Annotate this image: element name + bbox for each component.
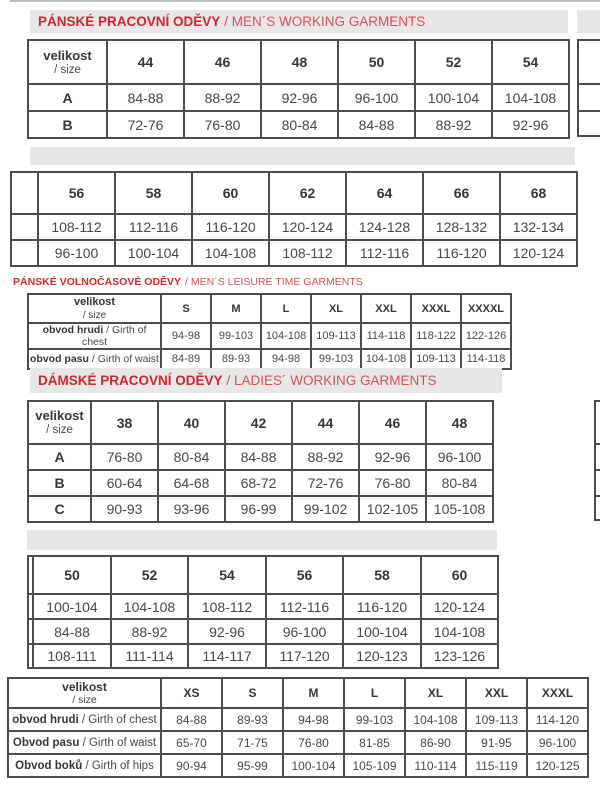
value-cell: 100-104: [415, 84, 492, 111]
value-cell: 96-100: [266, 619, 343, 644]
value-cell: 90-93: [91, 496, 158, 522]
size-header-cell: XXL: [466, 678, 527, 708]
value-cell: 88-92: [184, 84, 261, 111]
value-cell: 92-96: [188, 619, 266, 644]
value-cell: 118-122: [411, 323, 461, 349]
value-cell: 60-64: [91, 470, 158, 496]
value-cell: 88-92: [292, 444, 359, 470]
value-cell: 109-113: [411, 349, 461, 369]
size-header-cell: 46: [184, 40, 261, 84]
size-header-cell: 48: [261, 40, 338, 84]
row-label-cell: obvod hrudi / Girth of chest: [8, 708, 161, 731]
section-divider-bar: [30, 147, 575, 165]
value-cell: 116-120: [192, 214, 269, 240]
size-header-cell: XL: [405, 678, 466, 708]
value-cell: 108-111: [33, 644, 111, 668]
value-cell: 100-104: [283, 754, 344, 777]
value-cell: 109-113: [466, 708, 527, 731]
table-row: [28, 323, 511, 349]
value-cell: 123-126: [421, 644, 498, 668]
value-cell: 104-108: [261, 323, 311, 349]
value-cell: 120-124: [421, 594, 498, 619]
value-cell: 100-104: [33, 594, 111, 619]
size-header-cell: 52: [415, 40, 492, 84]
size-corner-cell: [28, 294, 161, 323]
value-cell: 96-100: [426, 444, 493, 470]
value-cell: 94-98: [283, 708, 344, 731]
size-header-cell: 58: [343, 556, 421, 594]
size-corner-cell: [28, 401, 91, 444]
value-cell: 88-92: [415, 111, 492, 138]
value-cell: 99-102: [292, 496, 359, 522]
value-cell: 80-84: [261, 111, 338, 138]
corner-line-2: / size: [72, 693, 97, 706]
table-row: [8, 754, 588, 777]
value-cell: 114-118: [361, 323, 411, 349]
value-cell: 65-70: [161, 731, 222, 754]
size-header-cell: M: [211, 294, 261, 323]
title-bar-cut-fragment: [577, 10, 600, 33]
table-row: [28, 84, 569, 111]
value-cell: 114-118: [461, 349, 511, 369]
value-cell: 104-108: [111, 594, 188, 619]
row-label-cell: obvod hrudi / Girth of chest: [28, 323, 161, 349]
value-cell: 84-88: [161, 708, 222, 731]
mens-working-table-sizes-44-54: [27, 39, 570, 139]
value-cell: 132-134: [500, 214, 577, 240]
size-header-cell: 44: [107, 40, 184, 84]
size-header-cell: 64: [346, 172, 423, 214]
size-header-cell: 56: [38, 172, 115, 214]
section-title-czech: PÁNSKÉ VOLNOČASOVÉ ODĚVY: [13, 276, 182, 288]
value-cell: 91-95: [466, 731, 527, 754]
value-cell: 111-114: [111, 644, 188, 668]
value-cell: 102-105: [359, 496, 426, 522]
value-cell: 90-94: [161, 754, 222, 777]
corner-line-2: / size: [54, 63, 81, 76]
size-header-cell: 68: [500, 172, 577, 214]
value-cell: 122-126: [461, 323, 511, 349]
data-table: [7, 677, 589, 778]
section-title-text: [30, 373, 437, 388]
table-row: [28, 496, 493, 522]
row-label-cell: B: [28, 111, 107, 138]
corner-line-1: velikost: [74, 296, 115, 309]
value-cell: 92-96: [492, 111, 569, 138]
row-label-cell: Obvod pasu / Girth of waist: [8, 731, 161, 754]
value-cell: 112-116: [115, 214, 192, 240]
size-header-cell: 38: [91, 401, 158, 444]
size-header-cell: 66: [423, 172, 500, 214]
value-cell: 84-88: [338, 111, 415, 138]
value-cell: 84-88: [225, 444, 292, 470]
value-cell: 115-119: [466, 754, 527, 777]
value-cell: 99-103: [311, 349, 361, 369]
size-header-cell: M: [283, 678, 344, 708]
table-cut-edge-right: [577, 39, 600, 137]
table-cut-edge-right: [594, 400, 600, 521]
value-cell: 99-103: [344, 708, 405, 731]
table-row: [8, 731, 588, 754]
value-cell: 104-108: [361, 349, 411, 369]
table-row: [28, 470, 493, 496]
value-cell: 105-108: [426, 496, 493, 522]
value-cell: 92-96: [261, 84, 338, 111]
value-cell: 84-88: [33, 619, 111, 644]
data-table: [27, 555, 499, 669]
size-header-cell: 50: [338, 40, 415, 84]
value-cell: 81-85: [344, 731, 405, 754]
value-cell: 95-99: [222, 754, 283, 777]
value-cell: 104-108: [421, 619, 498, 644]
section-title-text: [30, 14, 425, 29]
section-title-mens-working: [30, 10, 568, 33]
table-row: [28, 644, 498, 668]
value-cell: 120-123: [343, 644, 421, 668]
row-label-cell: A: [28, 444, 91, 470]
size-header-cell: 58: [115, 172, 192, 214]
value-cell: 96-99: [225, 496, 292, 522]
size-header-cell: L: [261, 294, 311, 323]
row-label-cell: B: [28, 470, 91, 496]
value-cell: 76-80: [91, 444, 158, 470]
size-header-cell: 48: [426, 401, 493, 444]
size-header-cell: XXXL: [411, 294, 461, 323]
value-cell: 96-100: [527, 731, 588, 754]
value-cell: 110-114: [405, 754, 466, 777]
value-cell: 108-112: [269, 240, 346, 266]
value-cell: 72-76: [292, 470, 359, 496]
size-header-cell: 42: [225, 401, 292, 444]
size-header-cell: 50: [33, 556, 111, 594]
value-cell: 94-98: [261, 349, 311, 369]
size-header-cell: L: [344, 678, 405, 708]
section-title-english: / MEN´S WORKING GARMENTS: [224, 14, 426, 29]
section-title-english: / LADIES´ WORKING GARMENTS: [226, 373, 437, 388]
table-row: [28, 349, 511, 369]
row-label-cell: C: [28, 496, 91, 522]
value-cell: 116-120: [343, 594, 421, 619]
value-cell: 80-84: [158, 444, 225, 470]
size-header-cell: 54: [492, 40, 569, 84]
top-rule-line: [10, 0, 600, 2]
value-cell: 120-125: [527, 754, 588, 777]
value-cell: 88-92: [111, 619, 188, 644]
section-divider-bar: [27, 530, 497, 550]
value-cell: 76-80: [283, 731, 344, 754]
value-cell: 68-72: [225, 470, 292, 496]
size-corner-cell: [8, 678, 161, 708]
size-header-cell: 46: [359, 401, 426, 444]
value-cell: 116-120: [423, 240, 500, 266]
table-row: [8, 708, 588, 731]
value-cell: 108-112: [188, 594, 266, 619]
size-header-cell: 54: [188, 556, 266, 594]
section-title-ladies-working: [30, 368, 502, 393]
value-cell: 64-68: [158, 470, 225, 496]
cut-cell: [11, 240, 38, 266]
section-title-mens-leisure: [13, 276, 363, 289]
size-corner-cell: [28, 40, 107, 84]
value-cell: 76-80: [359, 470, 426, 496]
value-cell: 71-75: [222, 731, 283, 754]
value-cell: 120-124: [500, 240, 577, 266]
size-header-cell: 60: [192, 172, 269, 214]
size-header-cell: 44: [292, 401, 359, 444]
value-cell: 99-103: [211, 323, 261, 349]
table-row: [28, 444, 493, 470]
value-cell: 89-93: [222, 708, 283, 731]
value-cell: 114-117: [188, 644, 266, 668]
value-cell: 117-120: [266, 644, 343, 668]
value-cell: 93-96: [158, 496, 225, 522]
data-table: [27, 400, 494, 523]
corner-line-2: / size: [82, 309, 107, 321]
size-header-cell: XS: [161, 678, 222, 708]
cut-cell: [11, 172, 38, 214]
row-label-cell: obvod pasu / Girth of waist: [28, 349, 161, 369]
value-cell: 92-96: [359, 444, 426, 470]
value-cell: 72-76: [107, 111, 184, 138]
mens-working-table-sizes-56-68: [10, 171, 578, 267]
ladies-letter-sizes-table: [7, 677, 589, 778]
value-cell: 100-104: [343, 619, 421, 644]
value-cell: 100-104: [115, 240, 192, 266]
value-cell: 114-120: [527, 708, 588, 731]
value-cell: 105-109: [344, 754, 405, 777]
table-row: [11, 240, 577, 266]
value-cell: 124-128: [346, 214, 423, 240]
mens-leisure-table: [27, 293, 512, 370]
table-row: [28, 619, 498, 644]
size-header-cell: XXL: [361, 294, 411, 323]
value-cell: 104-108: [405, 708, 466, 731]
value-cell: 84-88: [107, 84, 184, 111]
data-table: [27, 293, 512, 370]
value-cell: 96-100: [38, 240, 115, 266]
size-header-cell: S: [222, 678, 283, 708]
value-cell: 94-98: [161, 323, 211, 349]
data-table: [27, 39, 570, 139]
size-header-cell: 40: [158, 401, 225, 444]
value-cell: 86-90: [405, 731, 466, 754]
table-row: [28, 594, 498, 619]
corner-line-1: velikost: [35, 408, 84, 424]
size-header-cell: XXXL: [527, 678, 588, 708]
value-cell: 104-108: [192, 240, 269, 266]
size-header-cell: 62: [269, 172, 346, 214]
value-cell: 112-116: [266, 594, 343, 619]
size-header-cell: XXXXL: [461, 294, 511, 323]
cut-cell: [11, 214, 38, 240]
size-header-cell: XL: [311, 294, 361, 323]
value-cell: 80-84: [426, 470, 493, 496]
corner-line-1: velikost: [43, 47, 92, 63]
data-table: [10, 171, 578, 267]
size-header-cell: 60: [421, 556, 498, 594]
size-header-cell: 56: [266, 556, 343, 594]
ladies-working-table-sizes-50-60: [27, 555, 499, 669]
value-cell: 89-93: [211, 349, 261, 369]
corner-line-2: / size: [46, 424, 73, 437]
value-cell: 109-113: [311, 323, 361, 349]
value-cell: 112-116: [346, 240, 423, 266]
corner-line-1: velikost: [62, 679, 107, 694]
ladies-working-table-sizes-38-48: [27, 400, 494, 523]
table-row: [28, 111, 569, 138]
value-cell: 108-112: [38, 214, 115, 240]
size-header-cell: S: [161, 294, 211, 323]
value-cell: 96-100: [338, 84, 415, 111]
section-title-czech: DÁMSKÉ PRACOVNÍ ODĚVY: [38, 373, 223, 388]
row-label-cell: Obvod boků / Girth of hips: [8, 754, 161, 777]
section-title-english: / MEN´S LEISURE TIME GARMENTS: [185, 276, 363, 288]
table-row: [11, 214, 577, 240]
value-cell: 128-132: [423, 214, 500, 240]
section-title-czech: PÁNSKÉ PRACOVNÍ ODĚVY: [38, 14, 221, 29]
value-cell: 76-80: [184, 111, 261, 138]
size-header-cell: 52: [111, 556, 188, 594]
value-cell: 84-89: [161, 349, 211, 369]
row-label-cell: A: [28, 84, 107, 111]
value-cell: 104-108: [492, 84, 569, 111]
value-cell: 120-124: [269, 214, 346, 240]
